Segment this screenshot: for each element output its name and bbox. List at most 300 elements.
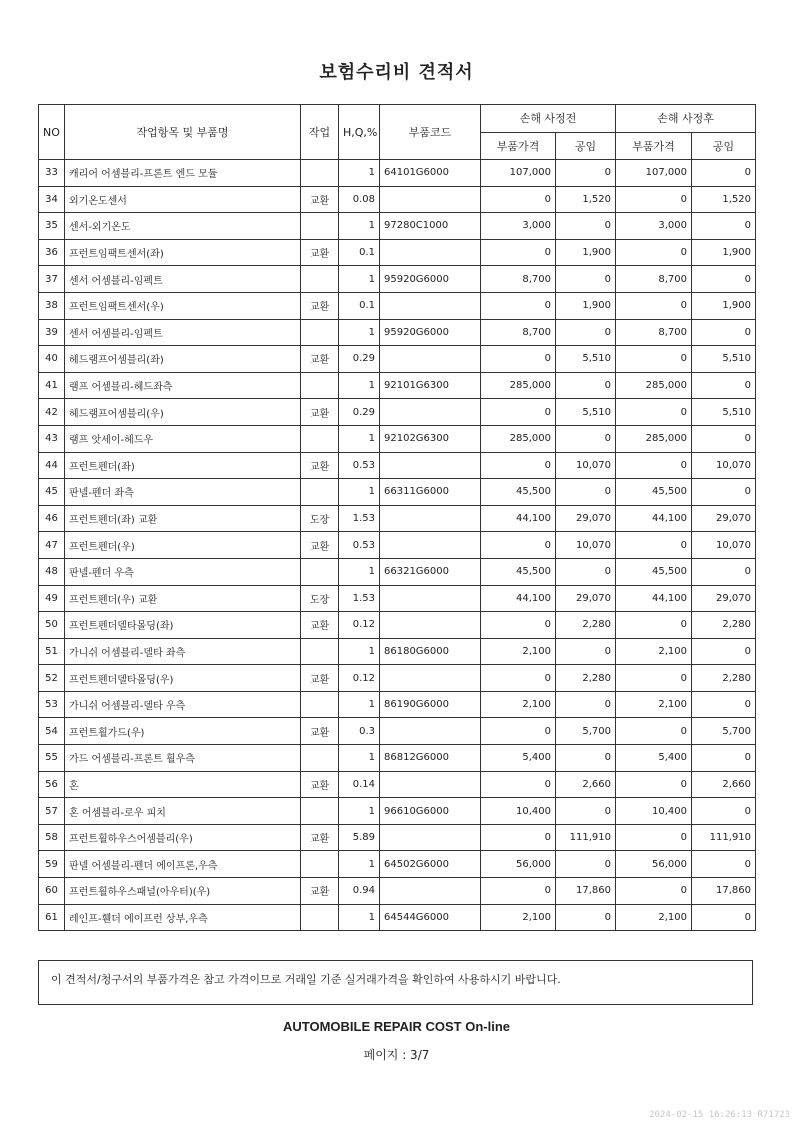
row-no: 51	[39, 638, 65, 665]
row-before-labor: 0	[556, 638, 616, 665]
document-title: 보험수리비 견적서	[319, 62, 474, 83]
row-no: 57	[39, 798, 65, 825]
row-hq: 1	[339, 745, 380, 772]
row-before-price: 45,500	[481, 479, 556, 506]
header-work: 작업	[301, 105, 339, 160]
row-work-type	[301, 160, 339, 187]
row-after-price: 44,100	[616, 585, 692, 612]
table-header	[39, 105, 756, 160]
row-hq: 1	[339, 266, 380, 293]
row-part-code	[380, 585, 481, 612]
row-before-labor: 17,860	[556, 878, 616, 905]
row-after-price: 8,700	[616, 266, 692, 293]
row-no: 55	[39, 745, 65, 772]
row-work-type: 교환	[301, 824, 339, 851]
row-work-type	[301, 319, 339, 346]
row-hq: 1	[339, 691, 380, 718]
row-hq: 1	[339, 904, 380, 931]
row-after-labor: 5,510	[692, 346, 756, 373]
row-part-code	[380, 665, 481, 692]
row-hq: 1	[339, 372, 380, 399]
row-hq: 0.14	[339, 771, 380, 798]
row-item-name: 센서 어셈블리-임펙트	[65, 319, 301, 346]
row-part-code: 97280C1000	[380, 213, 481, 240]
row-before-labor: 0	[556, 213, 616, 240]
header-before-assessment: 손해 사정전	[481, 105, 616, 133]
row-part-code: 95920G6000	[380, 266, 481, 293]
row-hq: 1	[339, 638, 380, 665]
row-before-price: 0	[481, 824, 556, 851]
row-item-name: 프런트펜더(좌) 교환	[65, 505, 301, 532]
row-no: 52	[39, 665, 65, 692]
row-before-labor: 0	[556, 266, 616, 293]
row-before-price: 285,000	[481, 372, 556, 399]
row-after-price: 2,100	[616, 904, 692, 931]
row-item-name: 센서 어셈블리-임펙트	[65, 266, 301, 293]
table-row	[39, 851, 756, 878]
row-no: 56	[39, 771, 65, 798]
row-no: 38	[39, 292, 65, 319]
row-no: 60	[39, 878, 65, 905]
row-work-type	[301, 638, 339, 665]
row-work-type: 교환	[301, 346, 339, 373]
row-after-labor: 0	[692, 160, 756, 187]
row-after-labor: 5,510	[692, 399, 756, 426]
row-after-price: 44,100	[616, 505, 692, 532]
table-row	[39, 266, 756, 293]
row-after-labor: 0	[692, 558, 756, 585]
row-hq: 0.53	[339, 532, 380, 559]
row-after-labor: 0	[692, 638, 756, 665]
row-part-code	[380, 532, 481, 559]
table-row	[39, 186, 756, 213]
table-row	[39, 160, 756, 187]
row-after-labor: 0	[692, 319, 756, 346]
row-before-labor: 2,280	[556, 612, 616, 639]
row-after-price: 0	[616, 186, 692, 213]
row-hq: 0.53	[339, 452, 380, 479]
row-item-name: 프런트펜더델타몰딩(좌)	[65, 612, 301, 639]
header-before-price: 부품가격	[481, 132, 556, 160]
row-after-labor: 10,070	[692, 532, 756, 559]
row-before-price: 56,000	[481, 851, 556, 878]
row-item-name: 프런트임팩트센서(우)	[65, 292, 301, 319]
row-before-labor: 0	[556, 372, 616, 399]
row-hq: 0.12	[339, 665, 380, 692]
row-after-labor: 0	[692, 479, 756, 506]
row-item-name: 센서-외기온도	[65, 213, 301, 240]
row-part-code: 86190G6000	[380, 691, 481, 718]
row-work-type	[301, 691, 339, 718]
row-part-code	[380, 346, 481, 373]
row-work-type	[301, 213, 339, 240]
row-after-labor: 5,700	[692, 718, 756, 745]
table-row	[39, 904, 756, 931]
row-before-labor: 0	[556, 425, 616, 452]
row-before-labor: 5,510	[556, 346, 616, 373]
row-item-name: 프런트휠하우스어셈블리(우)	[65, 824, 301, 851]
row-after-labor: 111,910	[692, 824, 756, 851]
row-part-code: 96610G6000	[380, 798, 481, 825]
header-item: 작업항목 및 부품명	[65, 105, 301, 160]
row-no: 47	[39, 532, 65, 559]
row-work-type	[301, 904, 339, 931]
row-hq: 0.08	[339, 186, 380, 213]
row-after-labor: 2,280	[692, 612, 756, 639]
row-before-price: 0	[481, 771, 556, 798]
row-part-code: 92102G6300	[380, 425, 481, 452]
row-before-price: 0	[481, 186, 556, 213]
row-before-price: 44,100	[481, 585, 556, 612]
row-no: 53	[39, 691, 65, 718]
row-before-price: 10,400	[481, 798, 556, 825]
header-hq: H,Q,%	[339, 105, 380, 160]
row-work-type: 도장	[301, 505, 339, 532]
row-work-type: 교환	[301, 612, 339, 639]
table-row	[39, 425, 756, 452]
row-hq: 0.12	[339, 612, 380, 639]
row-work-type: 교환	[301, 239, 339, 266]
row-part-code	[380, 824, 481, 851]
row-no: 54	[39, 718, 65, 745]
row-work-type: 교환	[301, 452, 339, 479]
row-before-labor: 10,070	[556, 532, 616, 559]
row-item-name: 헤드램프어셈블리(우)	[65, 399, 301, 426]
row-after-price: 285,000	[616, 425, 692, 452]
row-after-labor: 0	[692, 213, 756, 240]
row-after-labor: 0	[692, 425, 756, 452]
row-after-price: 0	[616, 665, 692, 692]
table-row	[39, 346, 756, 373]
row-no: 48	[39, 558, 65, 585]
header-code: 부품코드	[380, 105, 481, 160]
row-before-price: 3,000	[481, 213, 556, 240]
header-after-price: 부품가격	[616, 132, 692, 160]
row-part-code: 66321G6000	[380, 558, 481, 585]
row-before-price: 0	[481, 718, 556, 745]
row-after-labor: 0	[692, 851, 756, 878]
row-after-labor: 0	[692, 266, 756, 293]
row-item-name: 혼	[65, 771, 301, 798]
row-after-price: 0	[616, 824, 692, 851]
row-item-name: 램프 어셈블리-헤드좌측	[65, 372, 301, 399]
row-hq: 1.53	[339, 585, 380, 612]
row-before-price: 0	[481, 612, 556, 639]
row-before-price: 0	[481, 878, 556, 905]
header-after-assessment: 손해 사정후	[616, 105, 756, 133]
row-hq: 0.1	[339, 292, 380, 319]
row-item-name: 레인프-휀더 에이프런 상부,우측	[65, 904, 301, 931]
row-after-price: 0	[616, 532, 692, 559]
row-hq: 1	[339, 319, 380, 346]
row-before-price: 2,100	[481, 691, 556, 718]
row-before-labor: 5,700	[556, 718, 616, 745]
table-row	[39, 585, 756, 612]
row-no: 44	[39, 452, 65, 479]
table-row	[39, 292, 756, 319]
row-after-labor: 0	[692, 691, 756, 718]
row-after-price: 0	[616, 718, 692, 745]
row-no: 42	[39, 399, 65, 426]
row-no: 39	[39, 319, 65, 346]
table-row	[39, 745, 756, 772]
row-before-labor: 0	[556, 691, 616, 718]
row-part-code: 86812G6000	[380, 745, 481, 772]
table-row	[39, 771, 756, 798]
row-after-labor: 1,900	[692, 292, 756, 319]
row-item-name: 외기온도센서	[65, 186, 301, 213]
row-after-labor: 0	[692, 745, 756, 772]
row-hq: 5.89	[339, 824, 380, 851]
table-row	[39, 452, 756, 479]
row-part-code: 64502G6000	[380, 851, 481, 878]
row-no: 46	[39, 505, 65, 532]
row-item-name: 프런트펜더(좌)	[65, 452, 301, 479]
row-before-labor: 111,910	[556, 824, 616, 851]
row-item-name: 판넬-펜더 좌측	[65, 479, 301, 506]
row-work-type	[301, 425, 339, 452]
row-after-price: 0	[616, 292, 692, 319]
row-no: 36	[39, 239, 65, 266]
row-part-code	[380, 718, 481, 745]
row-item-name: 프런트펜더델타몰딩(우)	[65, 665, 301, 692]
row-before-labor: 10,070	[556, 452, 616, 479]
table-row	[39, 479, 756, 506]
row-before-labor: 0	[556, 798, 616, 825]
row-no: 61	[39, 904, 65, 931]
row-after-price: 0	[616, 239, 692, 266]
row-hq: 1	[339, 558, 380, 585]
row-work-type: 교환	[301, 718, 339, 745]
page-number: 페이지 : 3/7	[363, 1048, 430, 1062]
row-before-price: 285,000	[481, 425, 556, 452]
row-before-price: 44,100	[481, 505, 556, 532]
header-before-labor: 공임	[556, 132, 616, 160]
row-before-price: 0	[481, 532, 556, 559]
row-part-code: 64101G6000	[380, 160, 481, 187]
row-after-price: 3,000	[616, 213, 692, 240]
row-work-type: 교환	[301, 665, 339, 692]
row-after-price: 2,100	[616, 638, 692, 665]
row-before-labor: 0	[556, 319, 616, 346]
row-no: 59	[39, 851, 65, 878]
row-before-labor: 0	[556, 558, 616, 585]
row-item-name: 헤드램프어셈블리(좌)	[65, 346, 301, 373]
row-before-labor: 0	[556, 904, 616, 931]
row-work-type: 교환	[301, 771, 339, 798]
row-before-labor: 1,900	[556, 239, 616, 266]
row-before-price: 45,500	[481, 558, 556, 585]
row-before-price: 0	[481, 399, 556, 426]
row-no: 49	[39, 585, 65, 612]
row-work-type: 교환	[301, 399, 339, 426]
row-after-price: 0	[616, 399, 692, 426]
row-item-name: 판넬-펜더 우측	[65, 558, 301, 585]
row-after-price: 10,400	[616, 798, 692, 825]
row-part-code: 66311G6000	[380, 479, 481, 506]
row-before-labor: 2,280	[556, 665, 616, 692]
header-no: NO	[39, 105, 65, 160]
row-before-price: 0	[481, 292, 556, 319]
row-before-price: 2,100	[481, 638, 556, 665]
row-no: 50	[39, 612, 65, 639]
row-after-labor: 0	[692, 904, 756, 931]
row-after-labor: 17,860	[692, 878, 756, 905]
row-before-price: 2,100	[481, 904, 556, 931]
row-no: 35	[39, 213, 65, 240]
row-after-price: 2,100	[616, 691, 692, 718]
row-after-price: 56,000	[616, 851, 692, 878]
row-after-labor: 1,900	[692, 239, 756, 266]
row-part-code: 95920G6000	[380, 319, 481, 346]
row-no: 45	[39, 479, 65, 506]
row-work-type	[301, 851, 339, 878]
row-before-price: 8,700	[481, 266, 556, 293]
row-part-code	[380, 292, 481, 319]
row-after-price: 0	[616, 452, 692, 479]
row-after-labor: 10,070	[692, 452, 756, 479]
row-before-labor: 2,660	[556, 771, 616, 798]
table-row	[39, 718, 756, 745]
row-item-name: 프런트휠가드(우)	[65, 718, 301, 745]
row-item-name: 캐리어 어셈블리-프론트 엔드 모듈	[65, 160, 301, 187]
row-no: 33	[39, 160, 65, 187]
row-after-price: 0	[616, 612, 692, 639]
row-after-labor: 0	[692, 372, 756, 399]
row-work-type	[301, 558, 339, 585]
row-hq: 0.29	[339, 346, 380, 373]
row-part-code	[380, 505, 481, 532]
row-item-name: 프런트펜더(우)	[65, 532, 301, 559]
row-part-code	[380, 186, 481, 213]
row-work-type	[301, 266, 339, 293]
row-part-code	[380, 452, 481, 479]
row-before-price: 107,000	[481, 160, 556, 187]
row-item-name: 프런트휠하우스패널(아우터)(우)	[65, 878, 301, 905]
table-row	[39, 558, 756, 585]
row-part-code	[380, 612, 481, 639]
row-no: 43	[39, 425, 65, 452]
row-before-labor: 0	[556, 851, 616, 878]
row-no: 40	[39, 346, 65, 373]
row-item-name: 판넬 어셈블리-펜더 에이프론,우측	[65, 851, 301, 878]
row-after-price: 5,400	[616, 745, 692, 772]
row-no: 41	[39, 372, 65, 399]
row-after-labor: 29,070	[692, 505, 756, 532]
row-after-price: 45,500	[616, 479, 692, 506]
row-hq: 1	[339, 479, 380, 506]
row-hq: 0.29	[339, 399, 380, 426]
table-row	[39, 691, 756, 718]
row-after-price: 0	[616, 771, 692, 798]
table-row	[39, 824, 756, 851]
header-after-labor: 공임	[692, 132, 756, 160]
row-work-type: 도장	[301, 585, 339, 612]
row-part-code	[380, 771, 481, 798]
row-before-price: 0	[481, 665, 556, 692]
row-after-labor: 29,070	[692, 585, 756, 612]
table-row	[39, 798, 756, 825]
row-hq: 1	[339, 213, 380, 240]
row-work-type	[301, 798, 339, 825]
row-work-type	[301, 479, 339, 506]
row-after-labor: 2,280	[692, 665, 756, 692]
row-work-type: 교환	[301, 292, 339, 319]
row-after-labor: 2,660	[692, 771, 756, 798]
row-after-labor: 0	[692, 798, 756, 825]
table-row	[39, 612, 756, 639]
row-before-price: 0	[481, 346, 556, 373]
table-row	[39, 532, 756, 559]
row-after-price: 8,700	[616, 319, 692, 346]
row-before-labor: 1,520	[556, 186, 616, 213]
row-work-type: 교환	[301, 532, 339, 559]
row-work-type: 교환	[301, 878, 339, 905]
row-after-price: 107,000	[616, 160, 692, 187]
footer-brand: AUTOMOBILE REPAIR COST On-line	[282, 1019, 511, 1034]
row-after-price: 285,000	[616, 372, 692, 399]
table-row	[39, 213, 756, 240]
row-before-labor: 0	[556, 745, 616, 772]
price-notice: 이 견적서/청구서의 부품가격은 참고 가격이므로 거래일 기준 실거래가격을 확인하여 사용하시기 바랍니다.	[38, 960, 753, 1005]
table-row	[39, 399, 756, 426]
row-item-name: 가니쉬 어셈블리-델타 좌측	[65, 638, 301, 665]
row-item-name: 가니쉬 어셈블리-델타 우측	[65, 691, 301, 718]
row-before-labor: 1,900	[556, 292, 616, 319]
row-hq: 1.53	[339, 505, 380, 532]
table-row	[39, 665, 756, 692]
row-part-code: 92101G6300	[380, 372, 481, 399]
row-item-name: 프런트임팩트센서(좌)	[65, 239, 301, 266]
row-item-name: 램프 앗세이-헤드우	[65, 425, 301, 452]
print-timestamp: 2024-02-15 16:26:13 R71723	[649, 1110, 790, 1120]
row-before-labor: 0	[556, 160, 616, 187]
estimate-table	[38, 104, 756, 931]
table-body	[39, 160, 756, 931]
row-after-price: 45,500	[616, 558, 692, 585]
row-before-labor: 5,510	[556, 399, 616, 426]
table-row	[39, 319, 756, 346]
row-part-code	[380, 399, 481, 426]
row-no: 58	[39, 824, 65, 851]
table-row	[39, 638, 756, 665]
row-work-type	[301, 745, 339, 772]
row-hq: 1	[339, 160, 380, 187]
row-hq: 1	[339, 425, 380, 452]
row-after-labor: 1,520	[692, 186, 756, 213]
row-after-price: 0	[616, 346, 692, 373]
table-row	[39, 878, 756, 905]
row-before-labor: 29,070	[556, 585, 616, 612]
row-part-code	[380, 878, 481, 905]
row-after-price: 0	[616, 878, 692, 905]
row-work-type	[301, 372, 339, 399]
table-row	[39, 239, 756, 266]
row-before-price: 0	[481, 239, 556, 266]
row-no: 37	[39, 266, 65, 293]
row-part-code	[380, 239, 481, 266]
table-row	[39, 505, 756, 532]
row-item-name: 프런트펜더(우) 교환	[65, 585, 301, 612]
row-hq: 0.3	[339, 718, 380, 745]
row-hq: 1	[339, 798, 380, 825]
row-hq: 1	[339, 851, 380, 878]
row-part-code: 64544G6000	[380, 904, 481, 931]
row-before-labor: 0	[556, 479, 616, 506]
row-no: 34	[39, 186, 65, 213]
row-hq: 0.94	[339, 878, 380, 905]
row-before-labor: 29,070	[556, 505, 616, 532]
